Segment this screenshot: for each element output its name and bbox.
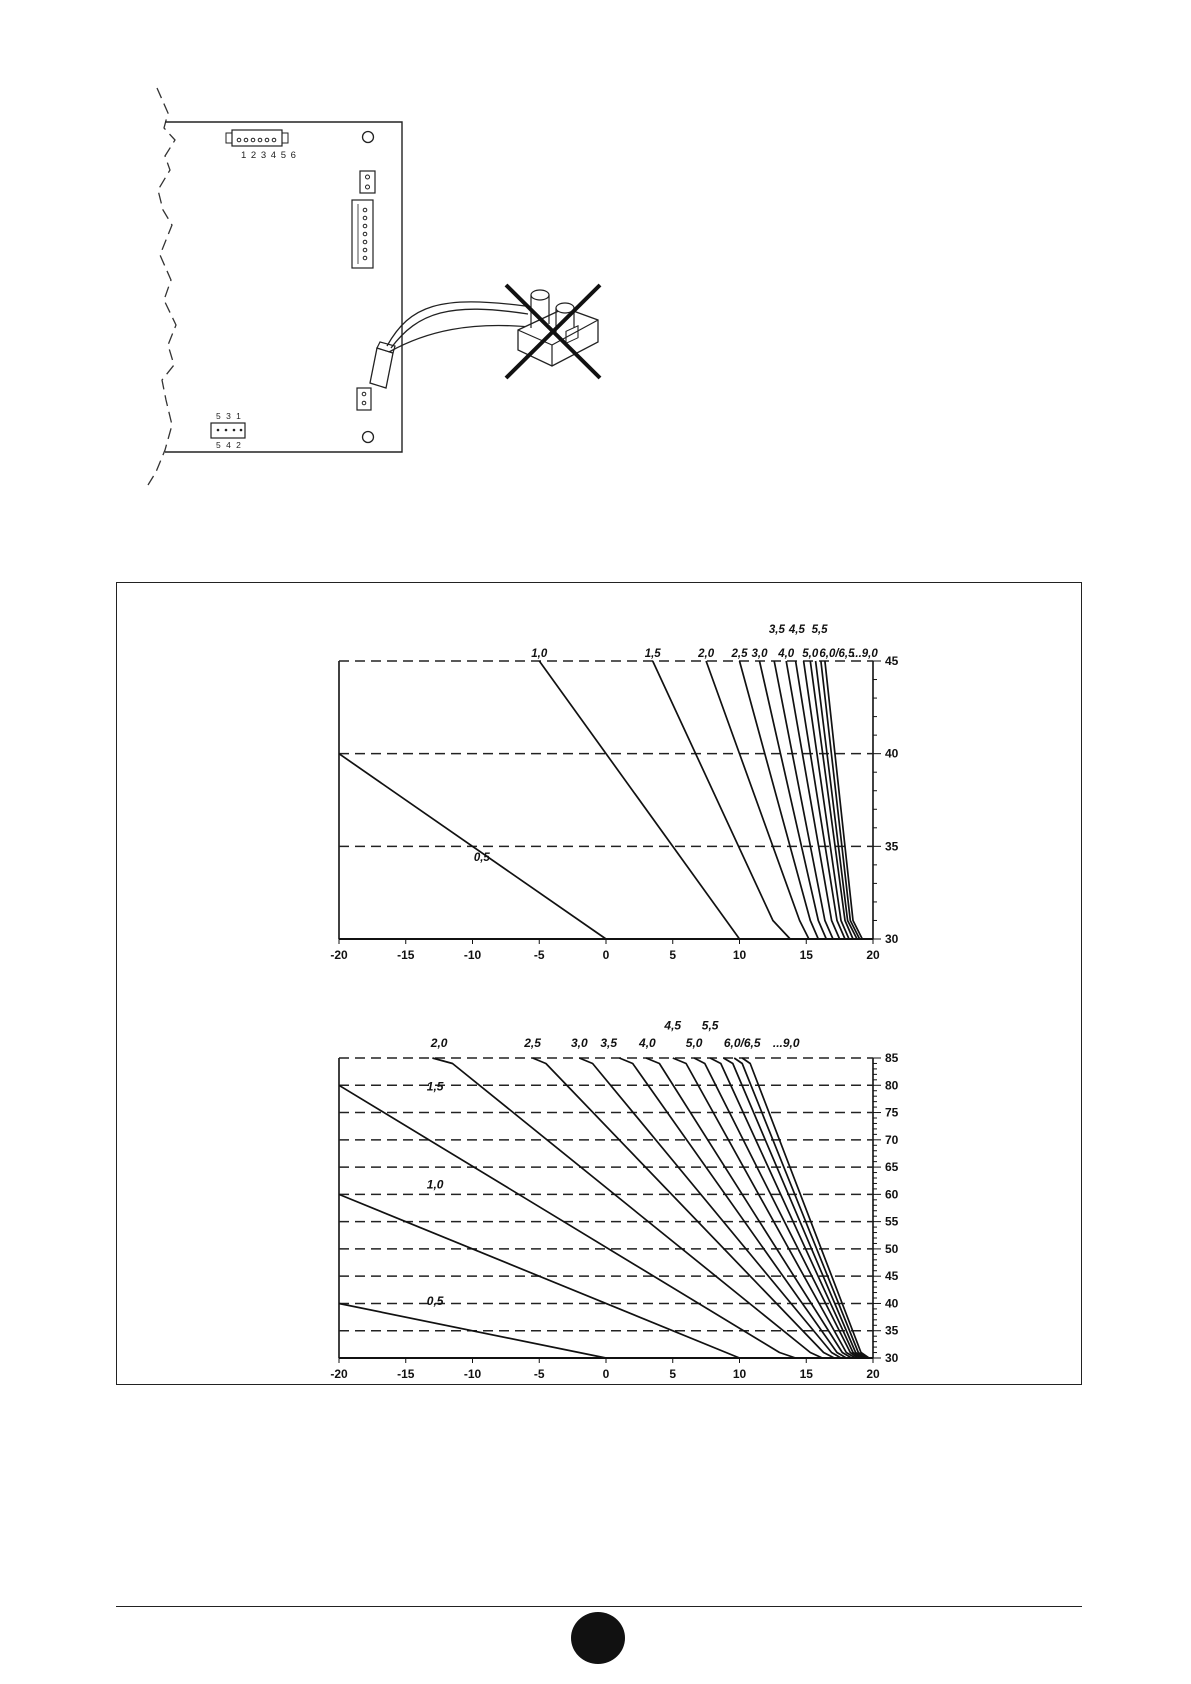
chart1-curve-label: 1,5 [644,648,661,660]
chart2-series-line [673,1058,856,1358]
connector-6-pin [226,130,288,146]
chart1-series-line [740,661,819,939]
chart2-x-tick-label: 0 [602,1367,610,1381]
chart1-curve-label: 0,5 [473,851,490,864]
chart2-curve-label: 4,5 [664,1018,682,1033]
chart2-curve-label: 1,0 [426,1177,444,1192]
chart2-series-line [619,1058,846,1358]
chart1-y-tick-label: 45 [885,654,899,668]
chart2-curve-label: 2,5 [524,1035,541,1050]
chart2-x-tick-label: -15 [397,1367,415,1381]
chart2-y-tick-label: 85 [885,1051,899,1065]
chart2-curve-label: 4,0 [639,1035,656,1050]
chart2-y-tick-label: 50 [885,1241,899,1256]
chart2-curve-label: 0,5 [426,1293,444,1308]
chart2-series-line [579,1058,841,1358]
chart1-curve-label: 1,0 [531,648,548,660]
chart1-curve-label: 5,0 [802,648,819,660]
chart1-series-line [825,661,862,939]
chart2-y-tick-label: 70 [885,1132,899,1147]
chart1-x-tick-label: 0 [602,948,610,962]
chart2-curve-label: 5,5 [701,1018,719,1033]
chart1-x-tick-label: -20 [330,948,348,962]
chart2-curve-label: 3,0 [570,1035,588,1050]
charts-frame [116,582,1082,1385]
chart1-curve-label: 4,0 [778,648,795,660]
connector-2-pin [360,171,375,193]
chart1-x-tick-label: 5 [669,948,677,962]
chart2-x-tick-label: -20 [330,1367,348,1381]
chart1-curve-label: 2,0 [698,648,715,660]
footer-rule [116,1606,1082,1607]
chart1-curve-label: ...9,0 [852,648,878,660]
chart1-x-tick-label: 15 [799,948,813,962]
chart1-x-tick-label: -15 [397,948,415,962]
chart2-x-tick-label: 5 [669,1367,677,1381]
chart2-y-tick-label: 30 [885,1351,899,1365]
svg-text:5 4 2: 5 4 2 [216,440,243,450]
chart1-x-tick-label: 20 [866,948,880,962]
chart2-x-tick-label: 15 [799,1367,813,1381]
chart2-y-tick-label: 75 [885,1105,899,1120]
chart2-y-tick-label: 45 [885,1269,899,1284]
chart1-curve-label: 3,0 [751,648,768,660]
svg-text:5 3 1: 5 3 1 [216,411,243,421]
chart1-series-line [810,661,853,939]
chart2-y-tick-label: 35 [885,1323,899,1338]
chart1-x-tick-label: -10 [463,948,482,962]
chart1-curve-label: 3,5 [768,623,785,636]
board-broken-edge [148,88,176,485]
chart2-y-tick-label: 80 [885,1078,899,1093]
chart1-y-tick-label: 30 [885,932,899,946]
chart1-x-tick-label: -5 [533,948,545,962]
chart2-x-tick-label: 10 [732,1367,747,1381]
chart2-y-tick-label: 60 [885,1187,899,1202]
chart2-y-tick-label: 55 [885,1214,899,1229]
connector-tall [352,200,373,268]
chart1-curve-label: 6,0/6,5 [819,648,855,660]
page-number-badge [571,1612,625,1664]
chart2-x-tick-label: -5 [533,1367,545,1381]
chart1-curve-label: 4,5 [788,623,805,636]
chart1-series-line [539,661,739,939]
connector-5-pin [211,411,245,450]
chart1-x-tick-label: 10 [732,948,747,962]
chart2-curve-label: 6,0/6,5 [723,1035,761,1050]
chart1-curve-label: 5,5 [811,623,828,636]
chart2-curve-label: 1,5 [426,1079,444,1094]
circuit-board-diagram [140,80,620,500]
connector-pin-numbers: 1 2 3 4 5 6 [241,150,297,161]
chart2-y-tick-label: 40 [885,1296,899,1311]
chart1-curve-label: 2,5 [731,648,748,660]
chart2-x-tick-label: -10 [463,1367,482,1381]
cable-wire [387,302,525,346]
chart2-x-tick-label: 20 [866,1367,880,1381]
chart2-series-line [694,1058,858,1358]
cable-wire [389,325,540,352]
chart2-curve-label: 2,0 [430,1035,448,1050]
cable-plug [370,342,395,388]
chart2-curve-label: 5,0 [685,1035,703,1050]
chart2-curve-label: ...9,0 [772,1035,800,1050]
chart2-y-tick-label: 65 [885,1160,899,1175]
chart1-y-tick-label: 40 [885,746,899,761]
chart1-y-tick-label: 35 [885,839,899,854]
chart2-curve-label: 3,5 [600,1035,618,1050]
mounting-hole [363,132,374,143]
mounting-hole [363,432,374,443]
charts-svg [117,583,1083,1386]
connector-small [357,388,371,410]
